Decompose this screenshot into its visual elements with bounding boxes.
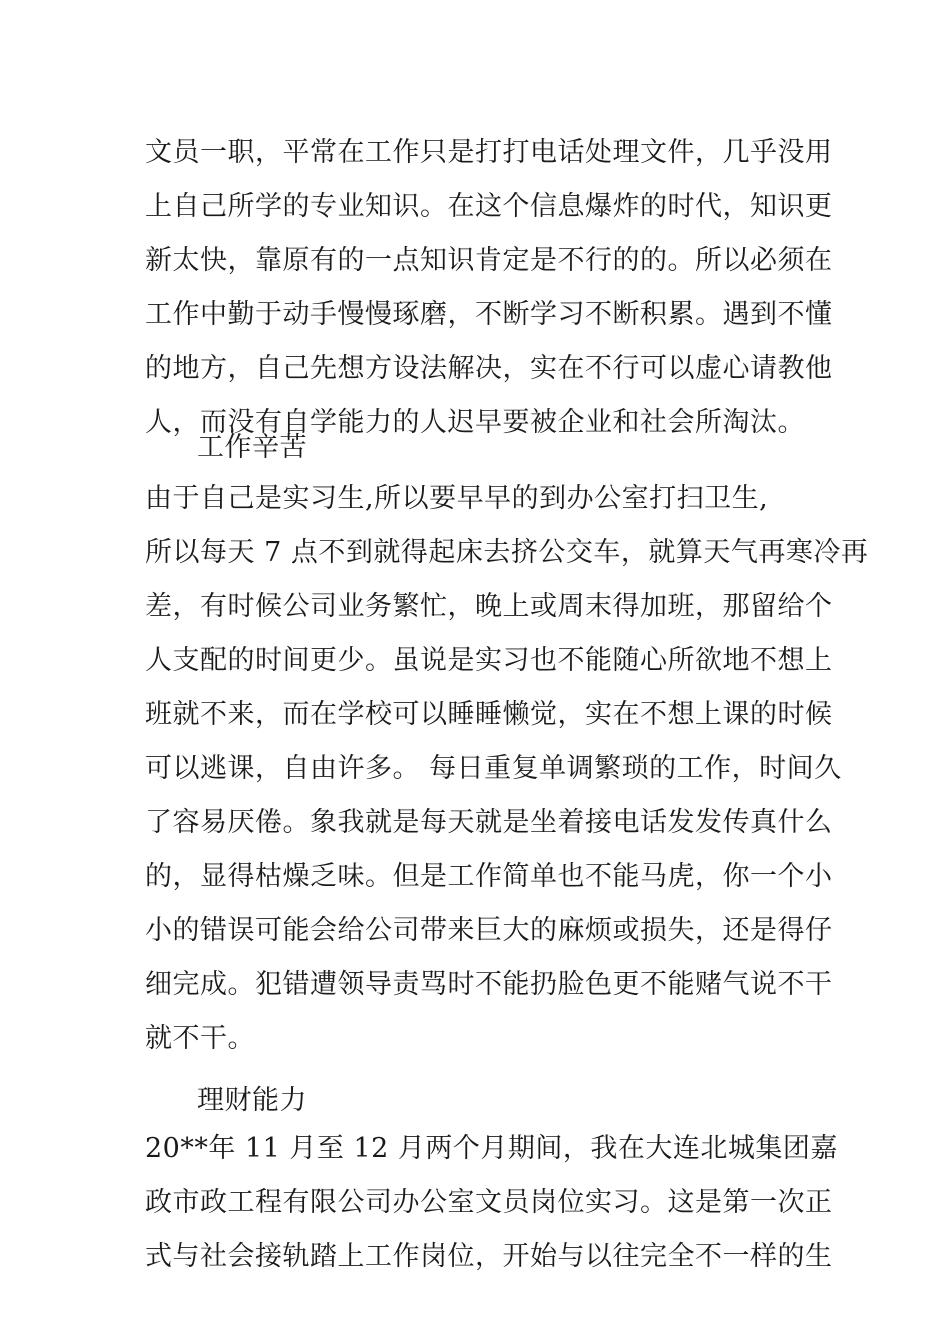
paragraph-line: 小的错误可能会给公司带来巨大的麻烦或损失，还是得仔	[145, 915, 833, 946]
section-heading-financial-ability: 理财能力	[197, 1085, 307, 1116]
paragraph-line: 上自己所学的专业知识。在这个信息爆炸的时代，知识更	[145, 191, 833, 222]
paragraph-line: 20**年 11 月至 12 月两个月期间，我在大连北城集团嘉	[145, 1133, 838, 1164]
paragraph-line: 的，显得枯燥乏味。但是工作简单也不能马虎，你一个小	[145, 861, 833, 892]
paragraph-line: 文员一职，平常在工作只是打打电话处理文件，几乎没用	[145, 137, 833, 168]
paragraph-line: 差，有时候公司业务繁忙，晚上或周末得加班，那留给个	[145, 591, 833, 622]
paragraph-line: 细完成。犯错遭领导责骂时不能扔脸色更不能赌气说不干	[145, 969, 833, 1000]
paragraph-line: 新太快，靠原有的一点知识肯定是不行的的。所以必须在	[145, 245, 833, 276]
paragraph-line: 就不干。	[145, 1023, 255, 1054]
paragraph-line: 政市政工程有限公司办公室文员岗位实习。这是第一次正	[145, 1187, 833, 1218]
paragraph-line: 的地方，自己先想方设法解决，实在不行可以虚心请教他	[145, 353, 833, 384]
paragraph-line: 人，而没有自学能力的人迟早要被企业和社会所淘汰。	[145, 407, 805, 438]
paragraph-line: 工作中勤于动手慢慢琢磨，不断学习不断积累。遇到不懂	[145, 299, 833, 330]
paragraph-line: 式与社会接轨踏上工作岗位，开始与以往完全不一样的生	[145, 1241, 833, 1272]
paragraph-line: 可以逃课，自由许多。 每日重复单调繁琐的工作，时间久	[145, 753, 842, 784]
paragraph-line: 了容易厌倦。象我就是每天就是坐着接电话发发传真什么	[145, 807, 833, 838]
paragraph-line: 人支配的时间更少。虽说是实习也不能随心所欲地不想上	[145, 645, 833, 676]
paragraph-line: 班就不来，而在学校可以睡睡懒觉，实在不想上课的时候	[145, 699, 833, 730]
paragraph-line: 所以每天 7 点不到就得起床去挤公交车，就算天气再寒冷再	[145, 537, 869, 568]
section-heading-hard-work: 工作辛苦	[197, 432, 307, 463]
paragraph-line: 由于自己是实习生,所以要早早的到办公室打扫卫生,	[145, 483, 769, 514]
